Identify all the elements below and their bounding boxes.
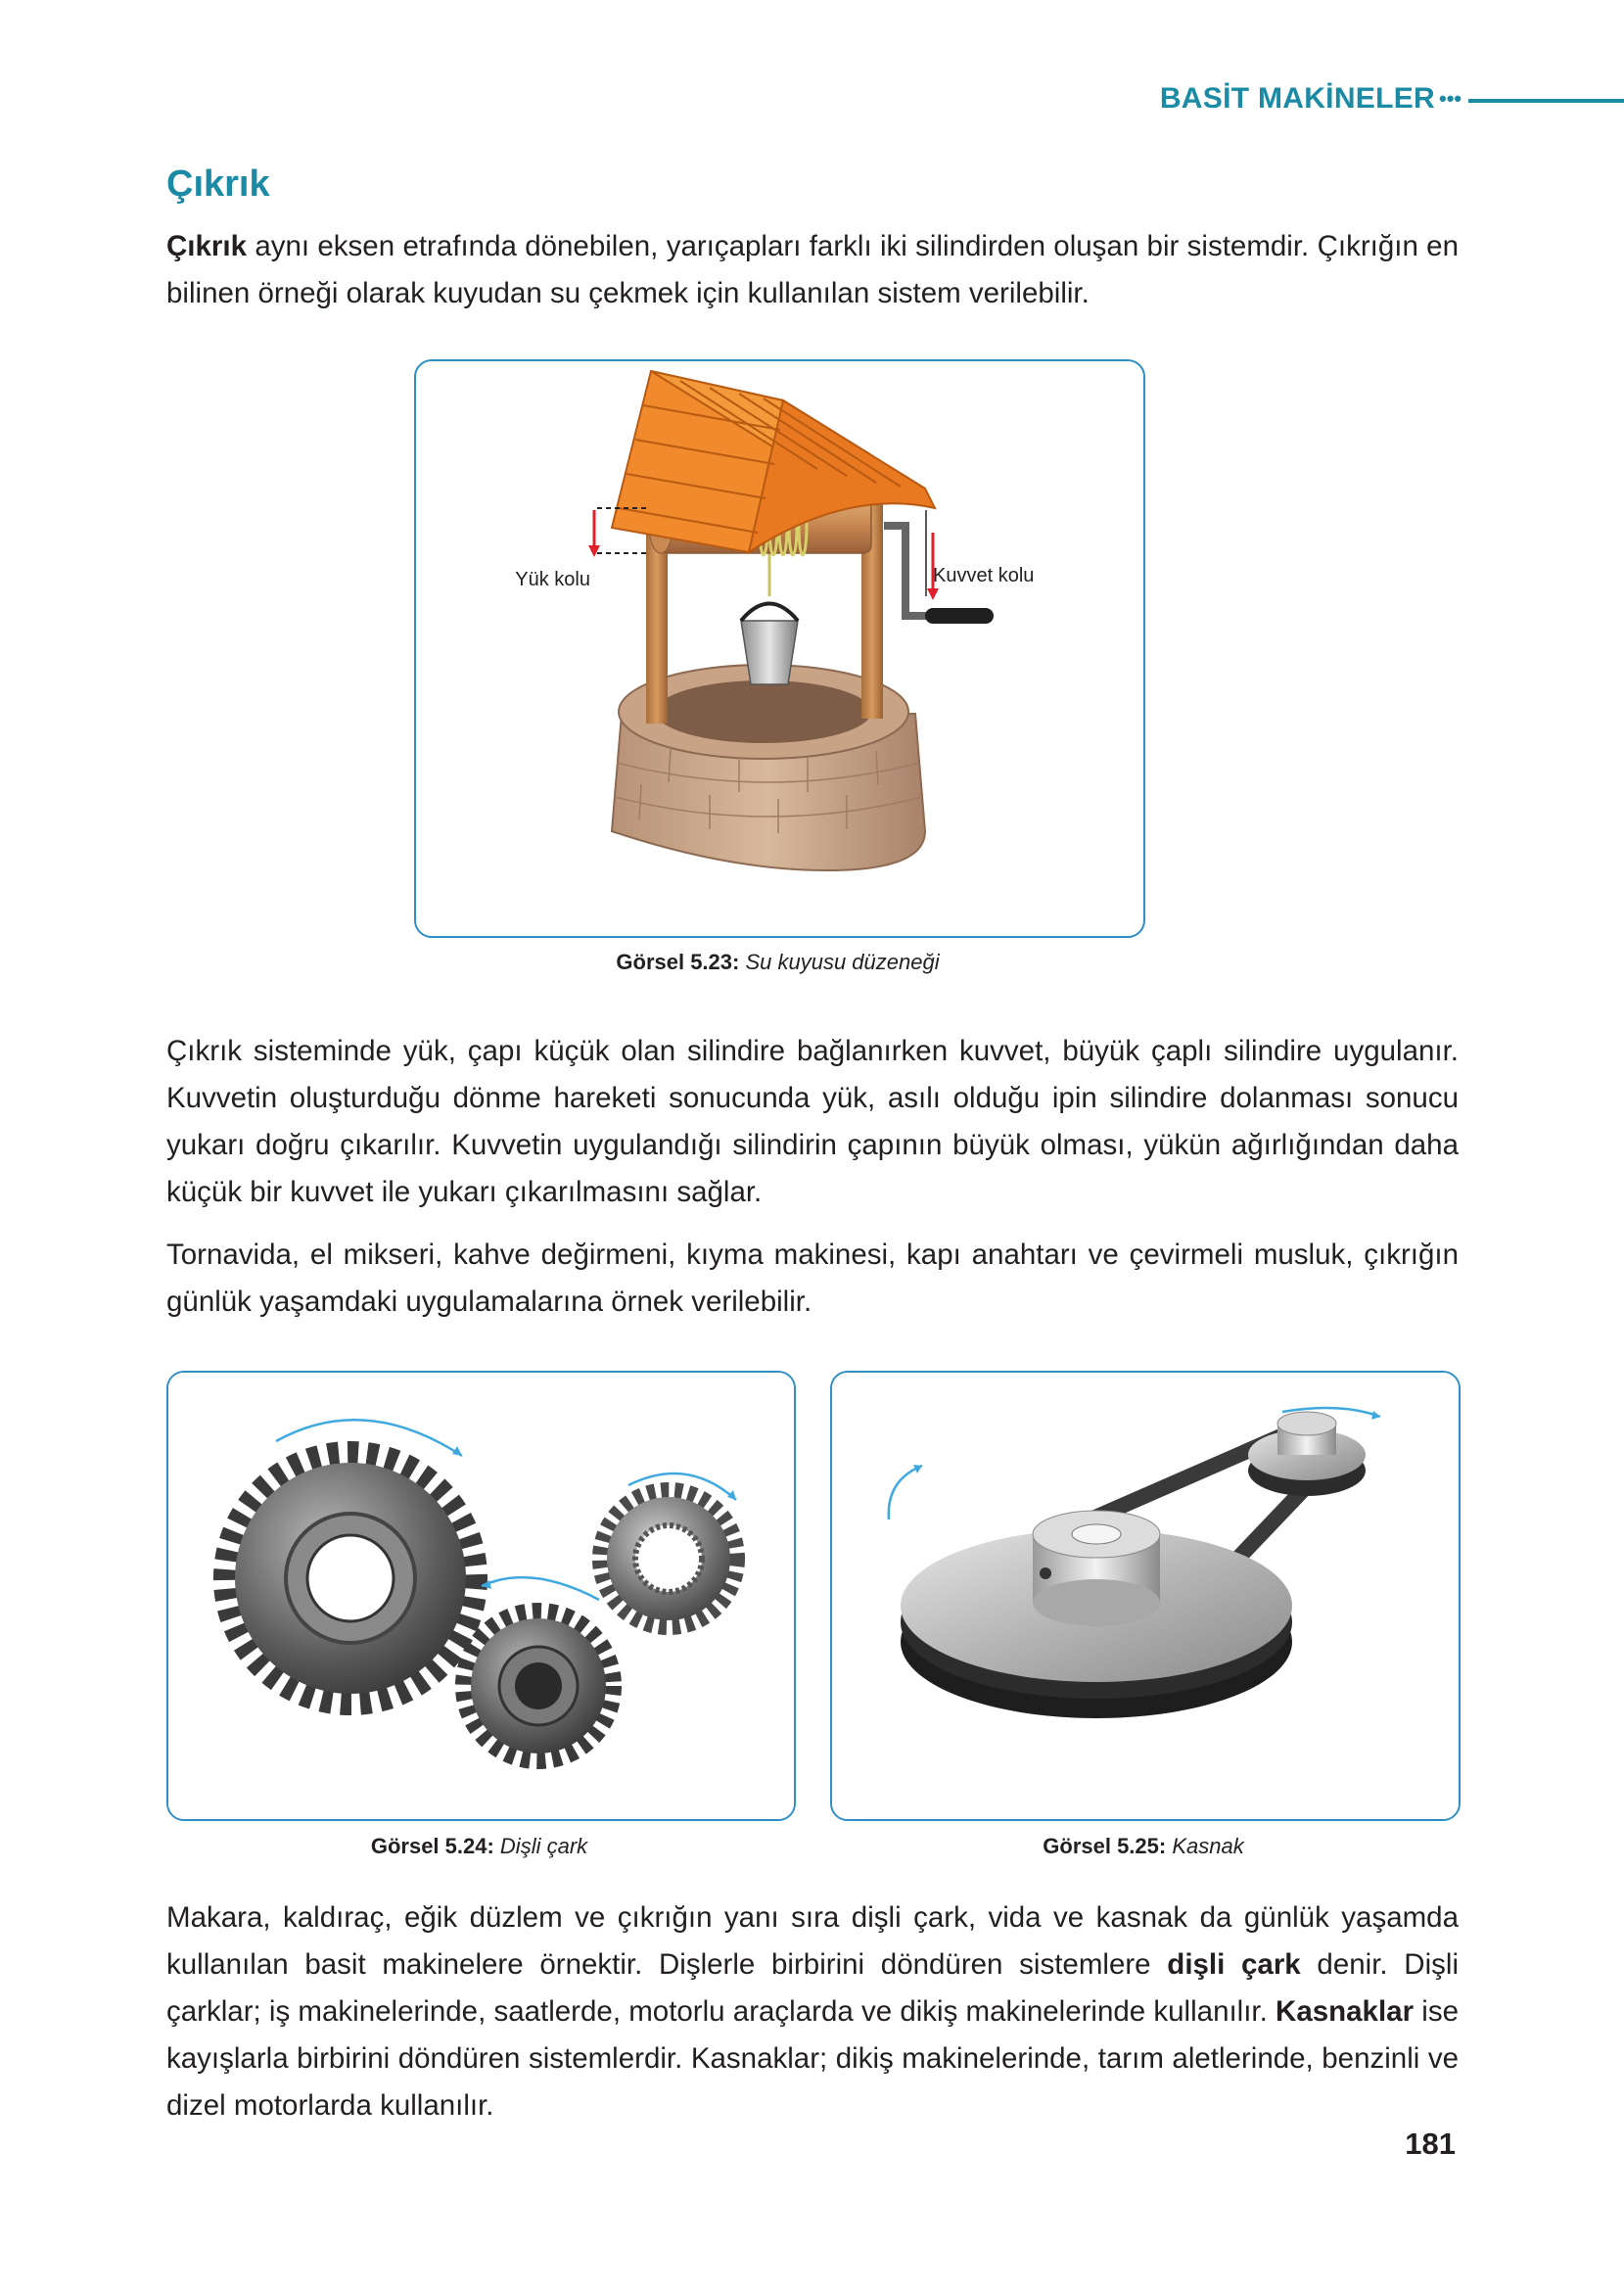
well-opening [656,680,871,743]
paragraph-gears-pulleys [166,1894,1459,2129]
well-illustration [416,361,1143,936]
large-gear [225,1453,476,1704]
paragraph-examples: Tornavida, el mikseri, kahve değirmeni, kıyma makinesi, kapı anahtarı ve çevirmeli musluk, çıkrığın günlük yaşamdaki uygulamalarına örnek verilebilir. [166,1239,1459,1318]
intro-text: aynı eksen etrafında dönebilen, yarıçapları farklı iki silindirden oluşan bir sistemdir. Çıkrığın en bilinen örneği olarak kuyudan su çekmek için kullanılan sistem verilebilir. [166,230,1459,309]
caption-figure-5-23 [414,950,1141,975]
caption-text: Kasnak [1172,1834,1244,1858]
load-arrow-head [588,545,600,557]
bucket-handle [741,604,798,622]
paragraph-text: denir. Dişli çarklar; iş makinelerinde, saatlerde, motorlu araçlarda ve dikiş makinelerinde kullanılır. [166,1948,1459,2028]
caption-number: Görsel 5.23: [616,950,740,974]
crank-handle [925,608,994,624]
bucket [741,621,798,684]
section-title: Çıkrık [166,164,270,205]
set-screw [1040,1567,1051,1579]
force-arrow-head [927,588,939,600]
force-arm-label: Kuvvet kolu [933,565,1035,586]
paragraph-text: Makara, kaldıraç, eğik düzlem ve çıkrığın yanı sıra dişli çark, vida ve kasnak da günlük yaşamda kullanılan basit makinelere örnektir. Dişlerle birbirini döndüren sistemlere [166,1901,1459,1981]
caption-figure-5-24 [166,1834,792,1859]
pulley-illustration [832,1373,1459,1819]
header-dots: ••• [1439,86,1462,111]
intro-term: Çıkrık [166,230,247,262]
term-gear: dişli çark [1167,1948,1301,1981]
caption-figure-5-25 [830,1834,1457,1859]
paragraph-text: ise kayışlarla birbirini döndüren sistemlerdir. Kasnaklar; dikiş makinelerinde, tarım aletlerinde, benzinli ve dizel motorlarda kullanılır. [166,1995,1459,2122]
intro-paragraph [166,223,1459,317]
load-arm-label: Yük kolu [515,569,590,590]
figure-pulley [830,1371,1461,1821]
header-rule [1468,99,1624,103]
caption-text: Dişli çark [499,1834,588,1858]
figure-gears [166,1371,796,1821]
page-number: 181 [1405,2127,1456,2161]
term-pulley: Kasnaklar [1276,1995,1415,2028]
figure-well [414,359,1145,938]
caption-number: Görsel 5.24: [370,1834,494,1858]
caption-text: Su kuyusu düzeneği [745,950,940,974]
gears-illustration [168,1373,794,1819]
paragraph-mechanism: Çıkrık sisteminde yük, çapı küçük olan silindire bağlanırken kuvvet, büyük çaplı silindire uygulanır. Kuvvetin oluşturduğu dönme hareketi sonucunda yük, asılı olduğu ipin silindire dolanması sonucu yukarı doğru çıkarılır. Kuvvetin uygulandığı silindirin çapının büyük olması, yükün ağırlığından daha küçük bir kuvvet ile yukarı çıkarılmasını sağlar. [166,1035,1459,1208]
caption-number: Görsel 5.25: [1043,1834,1167,1858]
running-header: BASİT MAKİNELER [1159,82,1435,115]
